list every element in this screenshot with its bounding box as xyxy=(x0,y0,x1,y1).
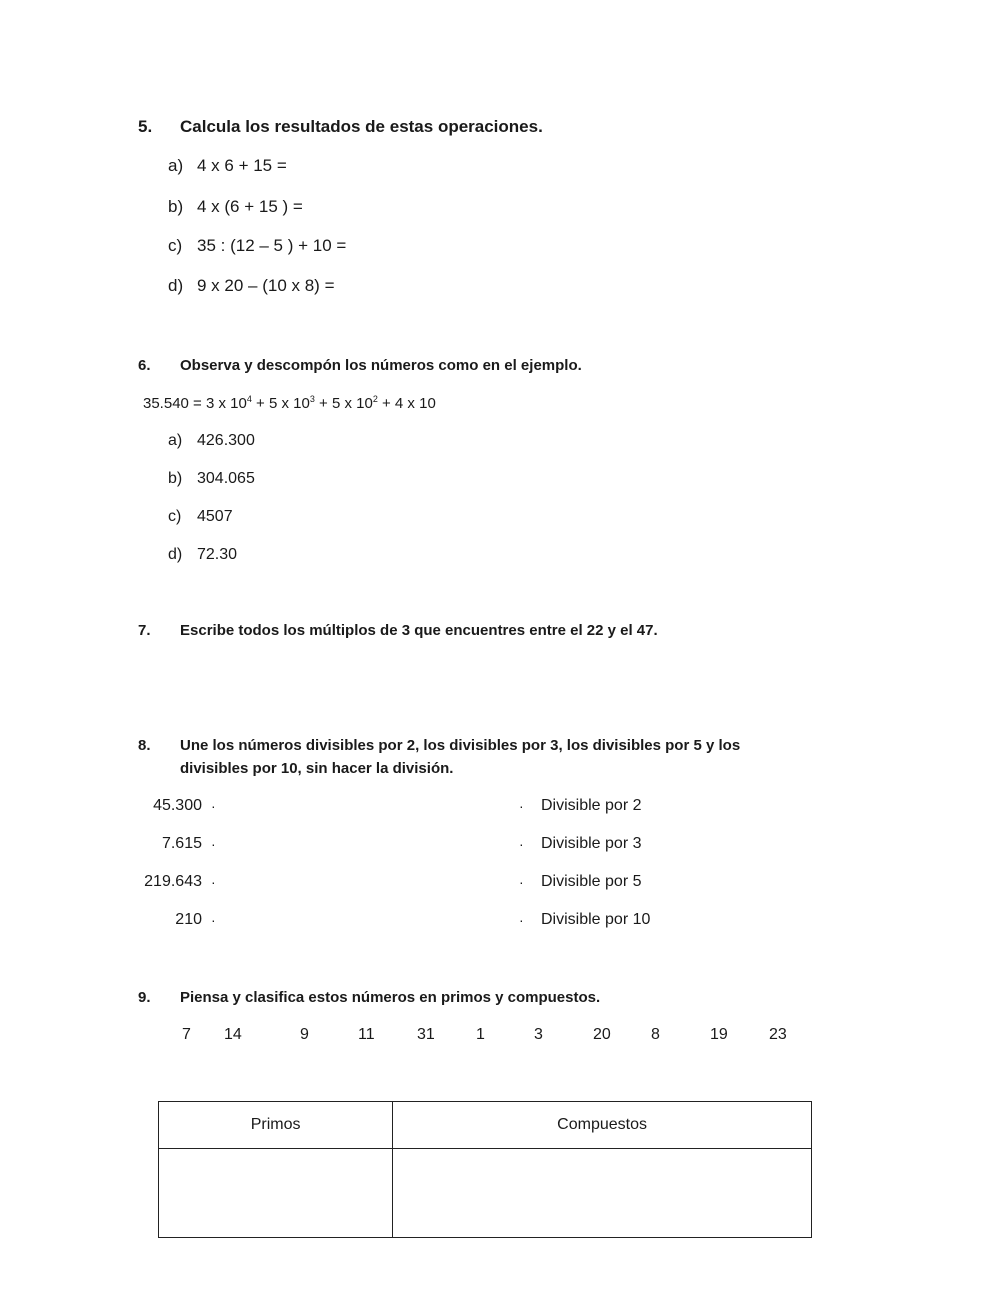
example-part: + 4 x 10 xyxy=(377,395,436,412)
answer-cell-primos[interactable] xyxy=(159,1149,393,1238)
table-answer-row xyxy=(159,1149,812,1238)
question-title: Calcula los resultados de estas operaciones. xyxy=(180,117,543,136)
number-to-classify: 7 xyxy=(182,1026,191,1043)
match-right-label: Divisible por 5 xyxy=(541,873,642,890)
match-left-dot[interactable]: · xyxy=(211,836,216,852)
table-header-row xyxy=(159,1102,812,1149)
match-left-number: 210 xyxy=(175,911,202,928)
match-right-dot[interactable]: · xyxy=(519,874,524,890)
item-text: 4 x 6 + 15 = xyxy=(197,156,287,175)
question-number: 9. xyxy=(138,989,151,1006)
item-letter: b) xyxy=(168,197,184,216)
example-exponent: 3 xyxy=(309,394,315,404)
match-left-number: 45.300 xyxy=(153,797,202,814)
example-exponent: 4 xyxy=(246,394,252,404)
question-title-line-1: Une los números divisibles por 2, los divisibles por 3, los divisibles por 5 y los xyxy=(180,737,741,754)
example-decomposition xyxy=(143,395,436,412)
number-to-classify: 3 xyxy=(534,1026,543,1043)
item-text: 35 : (12 – 5 ) + 10 = xyxy=(197,236,347,255)
header-primos: Primos xyxy=(159,1102,393,1149)
item-text: 72.30 xyxy=(197,546,238,563)
item-letter: b) xyxy=(168,470,183,487)
item-text: 426.300 xyxy=(197,432,255,449)
question-number: 6. xyxy=(138,357,151,374)
number-to-classify: 1 xyxy=(476,1026,485,1043)
number-to-classify: 31 xyxy=(417,1026,435,1043)
item-text: 4507 xyxy=(197,508,233,525)
match-right-dot[interactable]: · xyxy=(519,912,524,928)
example-part: + 5 x 10 xyxy=(314,395,373,412)
number-to-classify: 20 xyxy=(593,1026,611,1043)
header-compuestos: Compuestos xyxy=(393,1102,812,1149)
match-left-dot[interactable]: · xyxy=(211,798,216,814)
item-letter: c) xyxy=(168,508,182,525)
match-left-dot[interactable]: · xyxy=(211,912,216,928)
example-part: 35.540 = 3 x 10 xyxy=(143,395,247,412)
item-letter: c) xyxy=(168,236,183,255)
question-number: 5. xyxy=(138,117,153,136)
match-right-dot[interactable]: · xyxy=(519,798,524,814)
number-to-classify: 19 xyxy=(710,1026,728,1043)
number-to-classify: 11 xyxy=(358,1026,375,1043)
example-exponent: 2 xyxy=(372,394,378,404)
match-right-label: Divisible por 3 xyxy=(541,835,642,852)
match-right-label: Divisible por 10 xyxy=(541,911,651,928)
match-left-number: 219.643 xyxy=(144,873,202,890)
item-letter: a) xyxy=(168,156,184,175)
question-title: Piensa y clasifica estos números en primos y compuestos. xyxy=(180,989,601,1006)
number-to-classify: 23 xyxy=(769,1026,787,1043)
number-to-classify: 8 xyxy=(651,1026,660,1043)
item-text: 9 x 20 – (10 x 8) = xyxy=(197,276,335,295)
item-text: 4 x (6 + 15 ) = xyxy=(197,197,303,216)
item-letter: d) xyxy=(168,546,183,563)
item-letter: a) xyxy=(168,432,183,449)
classification-table xyxy=(158,1101,812,1238)
question-number: 8. xyxy=(138,737,151,754)
match-left-dot[interactable]: · xyxy=(211,874,216,890)
question-number: 7. xyxy=(138,622,151,639)
match-right-dot[interactable]: · xyxy=(519,836,524,852)
number-to-classify: 9 xyxy=(300,1026,309,1043)
question-title: Observa y descompón los números como en el ejemplo. xyxy=(180,357,582,374)
question-title: Escribe todos los múltiplos de 3 que encuentres entre el 22 y el 47. xyxy=(180,622,658,639)
item-text: 304.065 xyxy=(197,470,255,487)
item-letter: d) xyxy=(168,276,184,295)
number-to-classify: 14 xyxy=(224,1026,242,1043)
match-right-label: Divisible por 2 xyxy=(541,797,642,814)
match-left-number: 7.615 xyxy=(161,835,202,852)
question-title-line-2: divisibles por 10, sin hacer la división. xyxy=(180,760,454,777)
answer-cell-compuestos[interactable] xyxy=(393,1149,812,1238)
example-part: + 5 x 10 xyxy=(251,395,310,412)
